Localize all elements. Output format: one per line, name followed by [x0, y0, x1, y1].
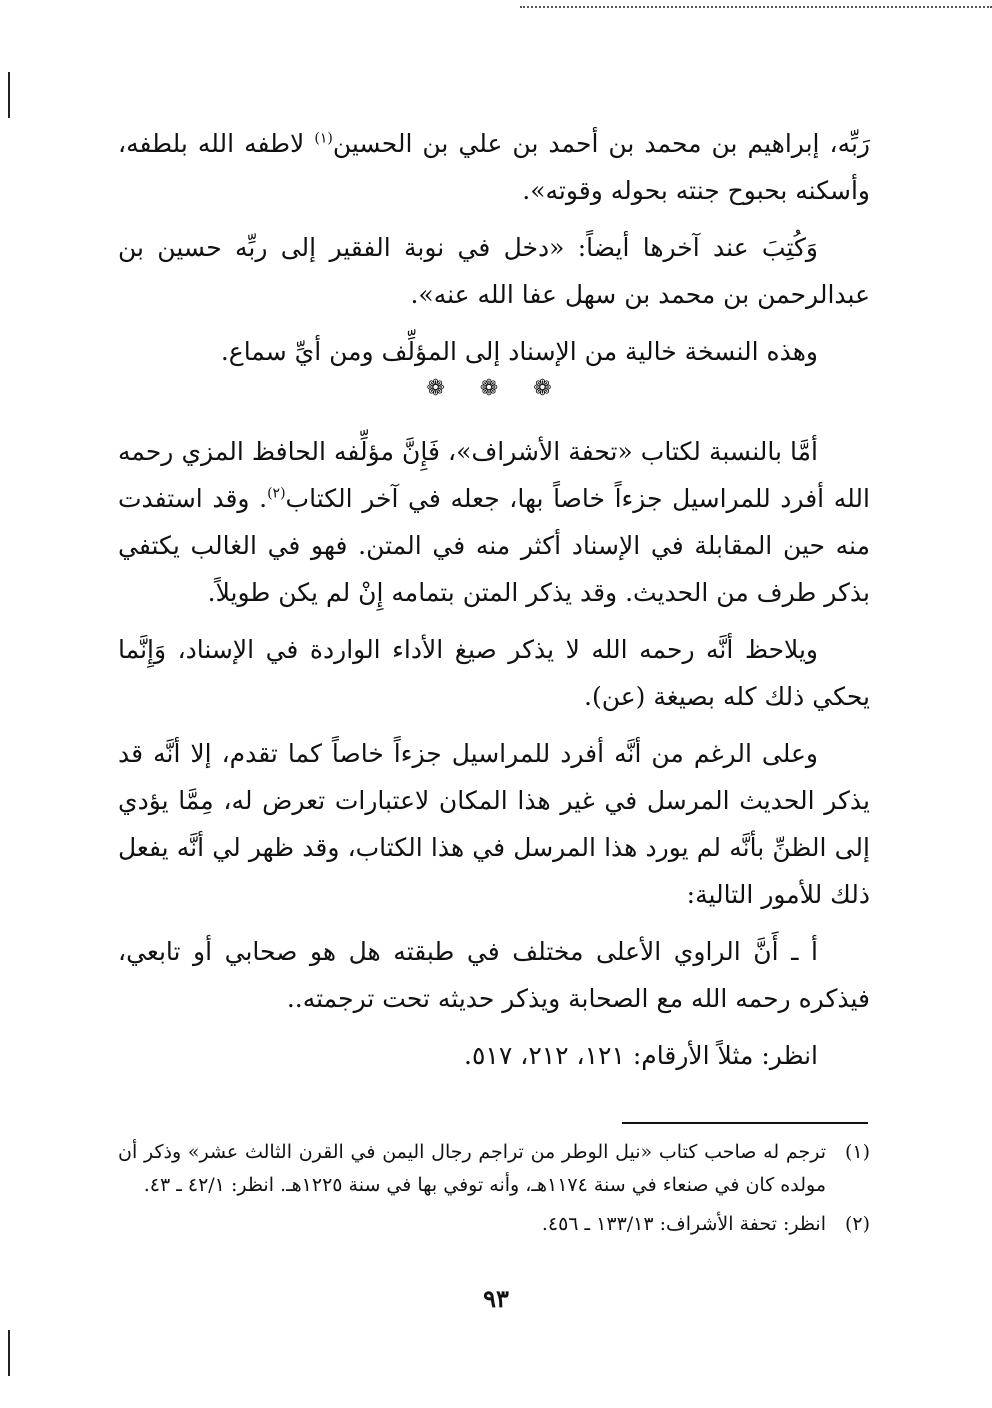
- paragraph-text: أمَّا بالنسبة لكتاب «تحفة الأشراف»، فَإِنَّ مؤلِّفه الحافظ المزي رحمه الله أفرد للمراسيل جزءاً خاصاً بها، جعله في آخر الكتاب: [118, 437, 870, 513]
- margin-mark-bottom: [8, 1330, 10, 1376]
- paragraph-item-a: أ ـ أَنَّ الراوي الأعلى مختلف في طبقته هل هو صحابي أو تابعي، فيذكره رحمه الله مع الصحابة ويذكر حديثه تحت ترجمته..: [118, 937, 870, 1013]
- footnote-ref-1: (١): [314, 130, 333, 147]
- footnote-text: ترجم له صاحب كتاب «نيل الوطر من تراجم رجال اليمن في القرن الثالث عشر» وذكر أن مولده كان في صنعاء في سنة ١١٧٤هـ، وأنه توفي بها في سنة ١٢٢٥هـ. انظر: ٤٢/١ ـ ٤٣.: [118, 1141, 826, 1196]
- footnote-1: [118, 1136, 870, 1202]
- scan-edge-artifact: [520, 0, 992, 8]
- footnote-text: انظر: تحفة الأشراف: ١٣٣/١٣ ـ ٤٥٦.: [541, 1213, 826, 1235]
- footnote-ref-2: (٢): [267, 485, 286, 502]
- paragraph-observation: ويلاحظ أنَّه رحمه الله لا يذكر صيغ الأداء الواردة في الإسناد، وَإِنَّما يحكي ذلك كله بصيغة (عن).: [118, 635, 870, 711]
- section-ornament: ❁ ❁ ❁: [426, 376, 566, 401]
- top-section: [118, 120, 870, 385]
- footnote-number: (٢): [844, 1213, 870, 1235]
- margin-mark-top: [8, 72, 10, 118]
- footnote-separator: [622, 1122, 868, 1124]
- paragraph-see-numbers: انظر: مثلاً الأرقام: ١٢١، ٢١٢، ٥١٧.: [464, 1041, 818, 1070]
- paragraph-tuhfat: [118, 428, 870, 616]
- footnote-number: (١): [844, 1141, 870, 1163]
- page-number: ٩٣: [483, 1284, 509, 1313]
- paragraph-text: لاطفه الله بلطفه، وأسكنه بحبوح جنته بحوله وقوته».: [118, 129, 870, 205]
- paragraph-continuation: [118, 120, 870, 214]
- paragraph-statement: وهذه النسخة خالية من الإسناد إلى المؤلِّف ومن أيِّ سماع.: [220, 337, 818, 366]
- main-section: [118, 428, 870, 1089]
- paragraph-text: رَبِّه، إبراهيم بن محمد بن أحمد بن علي بن الحسين: [332, 129, 871, 158]
- paragraph-note: وَكُتِبَ عند آخرها أيضاً: «دخل في نوبة الفقير إلى ربِّه حسين بن عبدالرحمن بن محمد بن سهل عفا الله عنه».: [118, 233, 870, 309]
- paragraph-text: . وقد استفدت منه حين المقابلة في الإسناد أكثر منه في المتن. فهو في الغالب يكتفي بذكر طرف من الحديث. وقد يذكر المتن بتمامه إِنْ لم يكن طويلاً.: [118, 484, 870, 607]
- paragraph-reasons: وعلى الرغم من أنَّه أفرد للمراسيل جزءاً خاصاً كما تقدم، إلا أنَّه قد يذكر الحديث المرسل في غير هذا المكان لاعتبارات تعرض له، مِمَّا يؤدي إلى الظنِّ بأنَّه لم يورد هذا المرسل في هذا الكتاب، وقد ظهر لي أنَّه يفعل ذلك للأمور التالية:: [118, 739, 870, 909]
- footnotes: [118, 1136, 870, 1247]
- footnote-2: [118, 1208, 870, 1241]
